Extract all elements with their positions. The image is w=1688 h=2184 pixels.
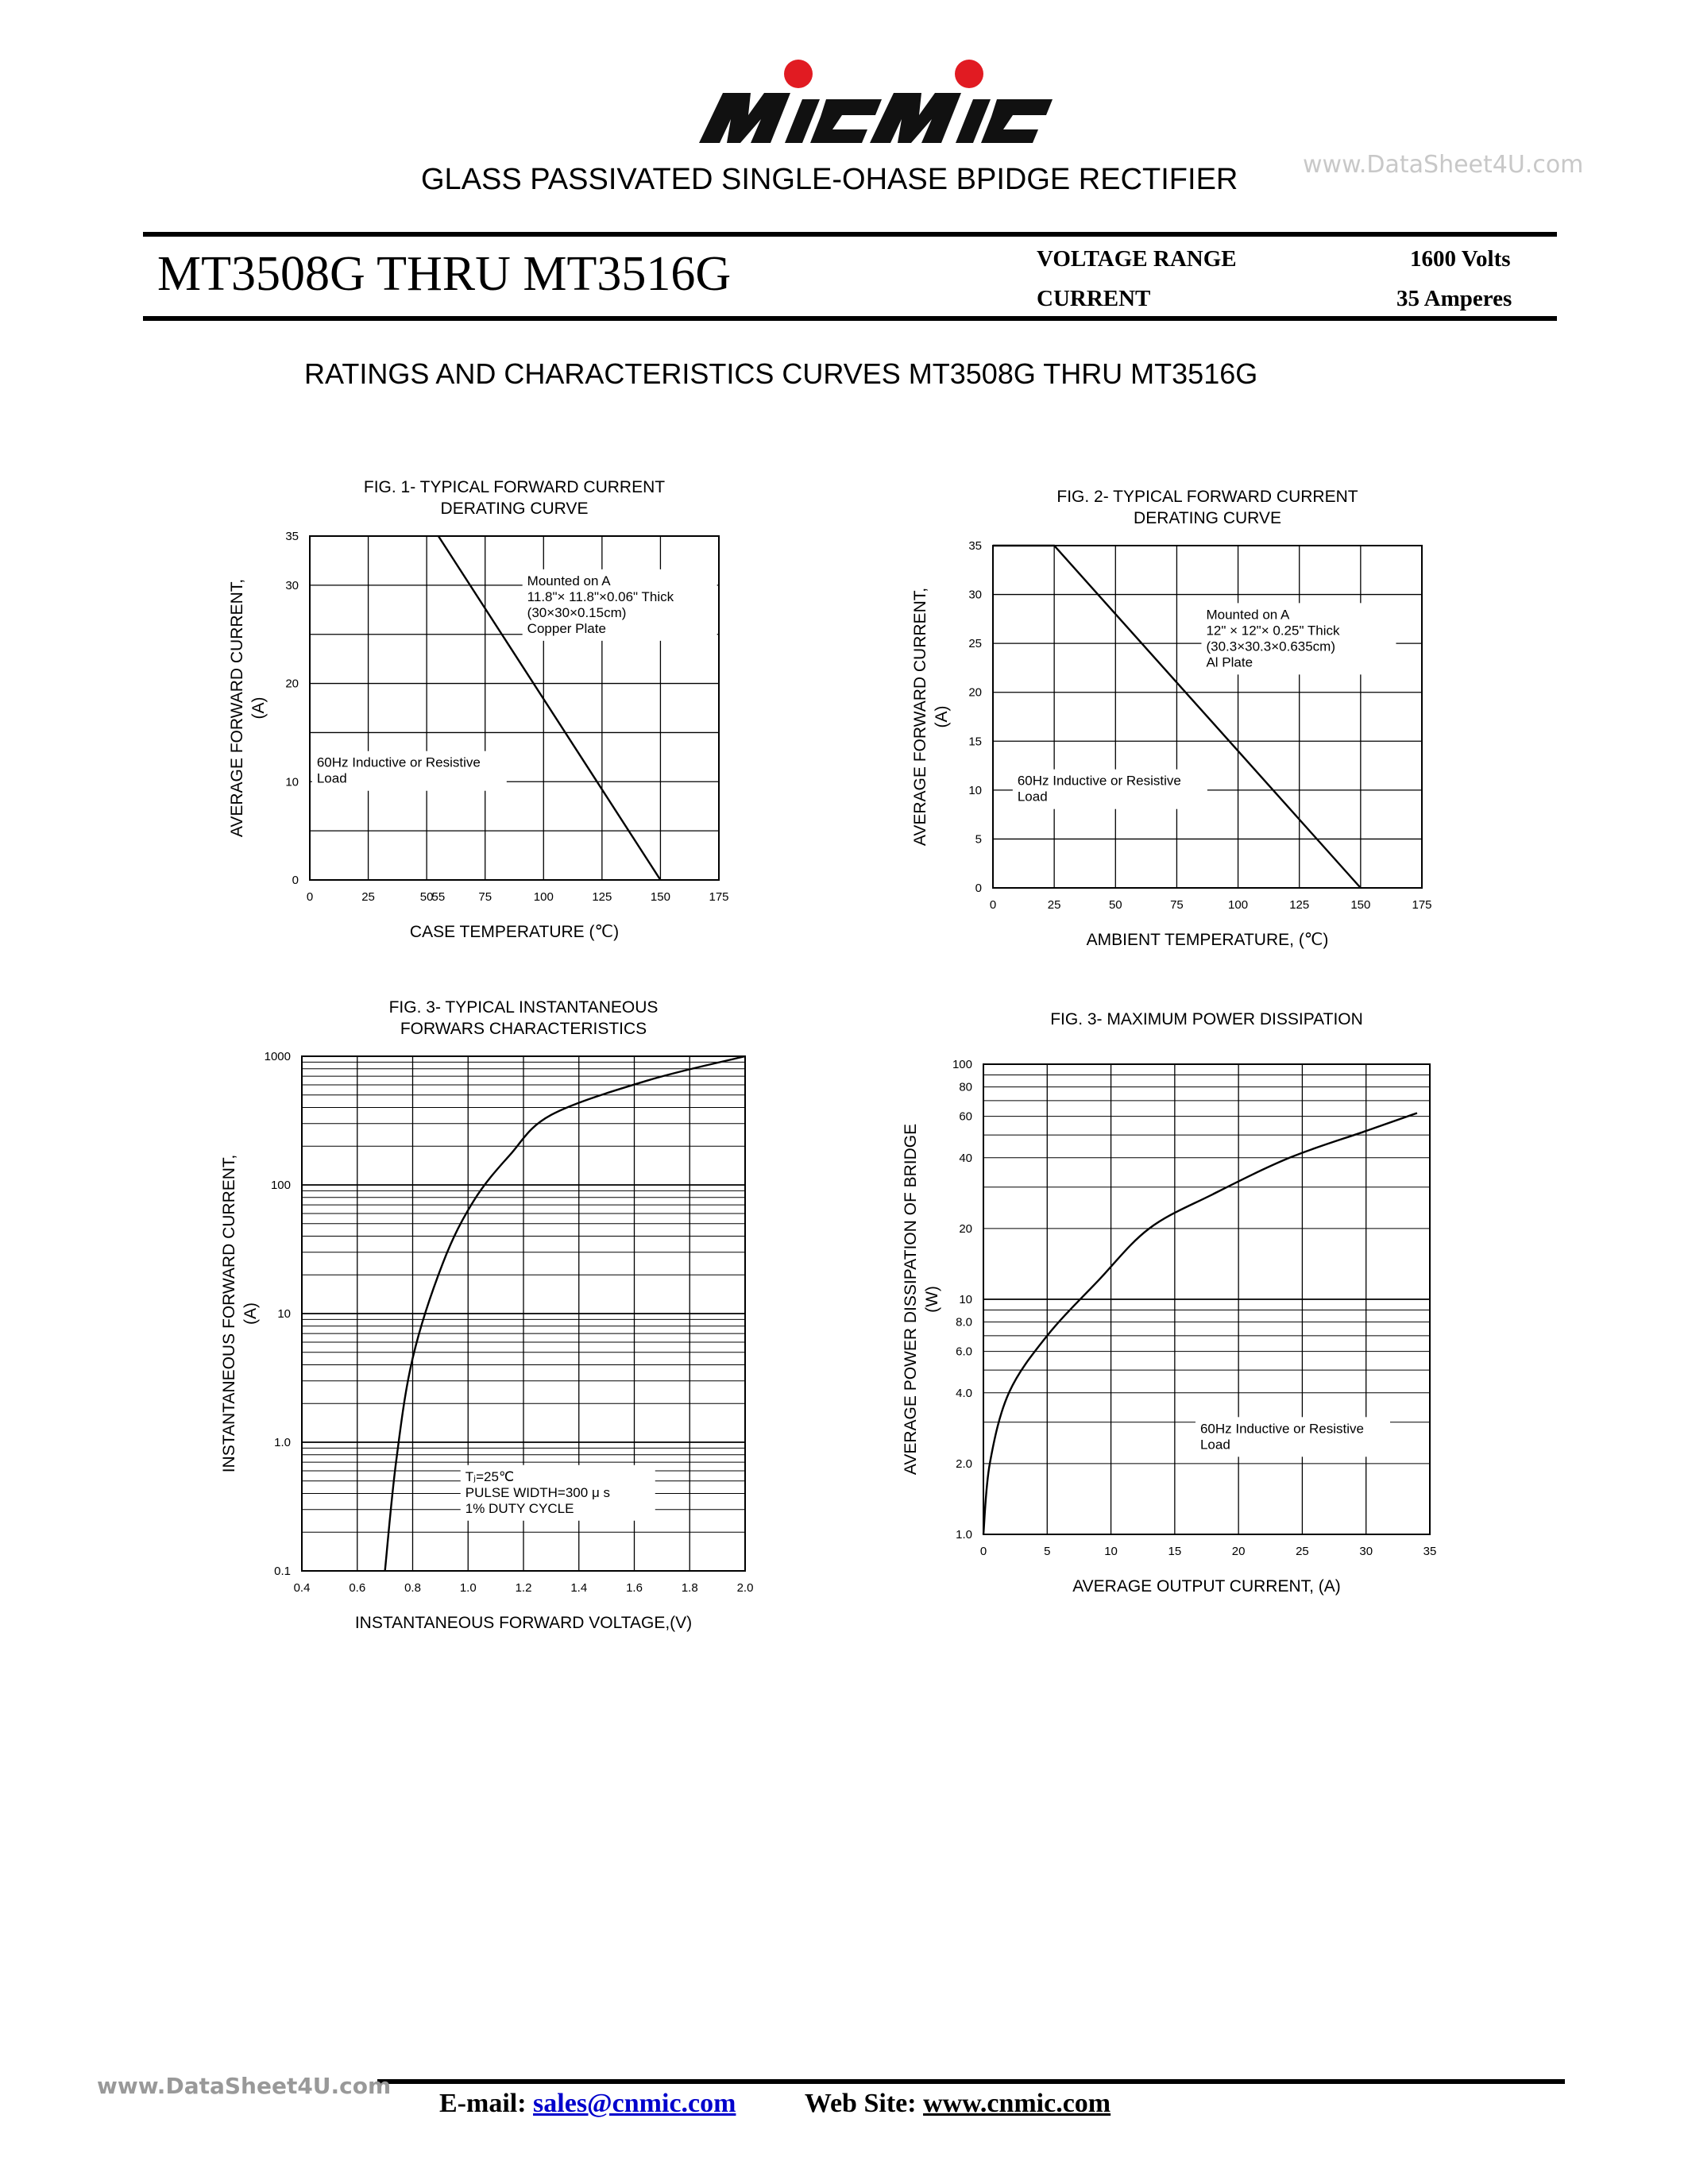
x-tick-label: 20 — [1231, 1545, 1246, 1558]
annotation-text: Al Plate — [1206, 654, 1253, 670]
annotation-text: PULSE WIDTH=300 μ s — [465, 1484, 610, 1500]
x-tick-label: 175 — [709, 890, 729, 904]
y-tick-label: 1.0 — [274, 1436, 291, 1449]
annotation-text: 60Hz Inductive or Resistive — [1017, 773, 1181, 789]
voltage-range-value: 1600 Volts — [1410, 246, 1511, 272]
y-tick-label: 40 — [959, 1151, 972, 1165]
x-tick-label: 100 — [533, 890, 554, 904]
chart-fig1 — [0, 461, 842, 969]
y-tick-label: 0 — [292, 874, 299, 887]
x-tick-label: 75 — [1170, 898, 1184, 912]
annotation-text: Load — [1017, 789, 1048, 805]
x-tick-label: 1.0 — [459, 1581, 477, 1595]
y-tick-label: 30 — [285, 578, 299, 592]
y-tick-label: 35 — [968, 539, 982, 553]
x-tick-label: 25 — [1047, 898, 1061, 912]
current-label: CURRENT — [1037, 286, 1151, 311]
chart-fig4 — [842, 993, 1688, 1612]
watermark-bottom: www.DataSheet4U.com — [97, 2073, 392, 2099]
y-tick-label: 2.0 — [956, 1457, 972, 1471]
x-tick-label: 0.8 — [404, 1581, 421, 1595]
y-tick-label: 35 — [285, 530, 299, 543]
x-tick-label: 2.0 — [736, 1581, 754, 1595]
y-axis-label-line1: INSTANTANEOUS FORWARD CURRENT, — [220, 1154, 238, 1473]
y-axis-label-line2: (W) — [923, 1286, 941, 1313]
chart-title-line1: FIG. 3- MAXIMUM POWER DISSIPATION — [1050, 1010, 1363, 1028]
document-subtitle: GLASS PASSIVATED SINGLE-OHASE BPIDGE RECTIFIER — [421, 163, 1238, 196]
email-label: E-mail: — [439, 2089, 534, 2118]
x-axis-label: AVERAGE OUTPUT CURRENT, (A) — [1072, 1577, 1341, 1596]
chart-fig2 — [842, 461, 1688, 969]
voltage-range-label: VOLTAGE RANGE — [1037, 246, 1237, 272]
y-tick-label: 10 — [285, 775, 299, 789]
y-tick-label: 1.0 — [956, 1528, 972, 1542]
x-tick-label: 1.8 — [681, 1581, 698, 1595]
x-tick-label: 75 — [478, 890, 492, 904]
annotation-text: (30×30×0.15cm) — [527, 604, 627, 620]
y-tick-label: 8.0 — [956, 1315, 972, 1329]
y-axis-label-line1: AVERAGE POWER DISSIPATION OF BRIDGE — [902, 1123, 920, 1476]
annotation-text: 60Hz Inductive or Resistive — [316, 754, 481, 770]
annotation-text: (30.3×30.3×0.635cm) — [1206, 639, 1336, 654]
x-tick-label: 150 — [1350, 898, 1371, 912]
annotation-text: Load — [1199, 1437, 1230, 1453]
y-tick-label: 15 — [968, 735, 982, 749]
annotation-text: 12" × 12"× 0.25" Thick — [1206, 623, 1340, 639]
x-tick-label: 35 — [1423, 1545, 1437, 1558]
x-tick-label: 1.4 — [570, 1581, 588, 1595]
x-tick-label: 55 — [431, 890, 446, 904]
y-tick-label: 20 — [285, 677, 299, 691]
section-title: RATINGS AND CHARACTERISTICS CURVES MT3508G THRU MT3516G — [304, 357, 1258, 390]
footer-rule — [377, 2079, 1565, 2084]
part-range-title: MT3508G THRU MT3516G — [157, 247, 732, 301]
x-tick-label: 1.6 — [626, 1581, 643, 1595]
x-tick-label: 0 — [979, 1545, 987, 1558]
y-tick-label: 0.1 — [274, 1565, 291, 1578]
y-tick-label: 10 — [968, 783, 982, 797]
logo-mark-right — [870, 93, 961, 143]
series-line — [983, 1113, 1417, 1534]
x-tick-label: 125 — [592, 890, 612, 904]
x-tick-label: 0.6 — [349, 1581, 366, 1595]
logo-dot-left — [784, 60, 813, 88]
x-tick-label: 0 — [306, 890, 314, 904]
x-tick-label: 15 — [1168, 1545, 1182, 1558]
logo-mark-left — [699, 93, 790, 143]
y-tick-label: 4.0 — [956, 1386, 972, 1400]
annotation-text: Copper Plate — [527, 620, 606, 636]
annotation-text: Mounted on A — [1206, 607, 1290, 623]
y-tick-label: 20 — [968, 685, 982, 700]
y-tick-label: 10 — [277, 1307, 291, 1321]
y-tick-label: 0 — [975, 882, 982, 895]
x-tick-label: 0 — [989, 898, 997, 912]
x-tick-label: 150 — [650, 890, 670, 904]
x-axis-label: CASE TEMPERATURE (℃) — [409, 923, 620, 941]
chart-title-line2: DERATING CURVE — [1134, 509, 1281, 527]
y-tick-label: 100 — [952, 1058, 972, 1071]
x-tick-label: 100 — [1228, 898, 1249, 912]
y-axis-label-line2: (A) — [241, 1302, 260, 1325]
x-tick-label: 1.2 — [515, 1581, 532, 1595]
logo-mark-c-left — [810, 99, 882, 143]
x-tick-label: 25 — [1296, 1545, 1309, 1558]
y-axis-label-line1: AVERAGE FORWARD CURRENT, — [228, 578, 246, 838]
chart-title-line1: FIG. 3- TYPICAL INSTANTANEOUS — [388, 998, 659, 1017]
website-link[interactable]: www.cnmic.com — [923, 2089, 1111, 2118]
annotation-text: Tⱼ=25℃ — [465, 1468, 515, 1484]
y-tick-label: 5 — [975, 832, 982, 847]
x-tick-label: 50 — [1108, 898, 1122, 912]
x-tick-label: 175 — [1412, 898, 1432, 912]
y-axis-label-line2: (A) — [249, 696, 268, 720]
company-logo — [691, 52, 1056, 155]
x-tick-label: 5 — [1044, 1545, 1051, 1558]
y-tick-label: 30 — [968, 588, 982, 602]
x-tick-label: 25 — [361, 890, 375, 904]
logo-mark-c-right — [981, 99, 1053, 143]
x-axis-label: INSTANTANEOUS FORWARD VOLTAGE,(V) — [354, 1614, 693, 1632]
logo-dot-right — [955, 60, 983, 88]
y-tick-label: 20 — [959, 1221, 972, 1236]
chart-fig3 — [0, 993, 842, 1668]
y-tick-label: 80 — [959, 1080, 972, 1094]
footer-contact — [439, 2089, 1111, 2119]
current-value: 35 Amperes — [1396, 286, 1512, 311]
y-tick-label: 1000 — [264, 1050, 291, 1063]
chart-title-line2: DERATING CURVE — [440, 500, 589, 518]
chart-title-line1: FIG. 2- TYPICAL FORWARD CURRENT — [1056, 488, 1358, 506]
chart-title-line1: FIG. 1- TYPICAL FORWARD CURRENT — [363, 478, 666, 496]
annotation-text: Mounted on A — [527, 573, 611, 588]
x-tick-label: 125 — [1289, 898, 1310, 912]
y-tick-label: 10 — [959, 1293, 972, 1306]
header-top-rule — [143, 232, 1557, 237]
y-tick-label: 25 — [968, 637, 982, 651]
watermark-top: www.DataSheet4U.com — [1303, 151, 1584, 179]
x-tick-label: 30 — [1359, 1545, 1373, 1558]
y-axis-label-line2: (A) — [933, 705, 951, 728]
x-tick-label: 0.4 — [293, 1581, 311, 1595]
email-link[interactable]: sales@cnmic.com — [533, 2089, 736, 2118]
annotation-text: 60Hz Inductive or Resistive — [1199, 1421, 1364, 1437]
annotation-text: 1% DUTY CYCLE — [465, 1500, 574, 1516]
annotation-text: Load — [316, 770, 347, 786]
header-bottom-rule — [143, 316, 1557, 321]
website-label: Web Site: — [804, 2089, 924, 2118]
y-tick-label: 6.0 — [956, 1345, 972, 1359]
y-tick-label: 100 — [270, 1179, 291, 1192]
chart-title-line2: FORWARS CHARACTERISTICS — [400, 1020, 647, 1038]
x-tick-label: 10 — [1104, 1545, 1118, 1558]
x-axis-label: AMBIENT TEMPERATURE, (℃) — [1086, 931, 1329, 949]
annotation-text: 11.8"× 11.8"×0.06" Thick — [527, 588, 674, 604]
y-tick-label: 60 — [959, 1109, 972, 1124]
x-tick-label: 50 — [419, 890, 434, 904]
y-axis-label-line1: AVERAGE FORWARD CURRENT, — [911, 587, 929, 847]
